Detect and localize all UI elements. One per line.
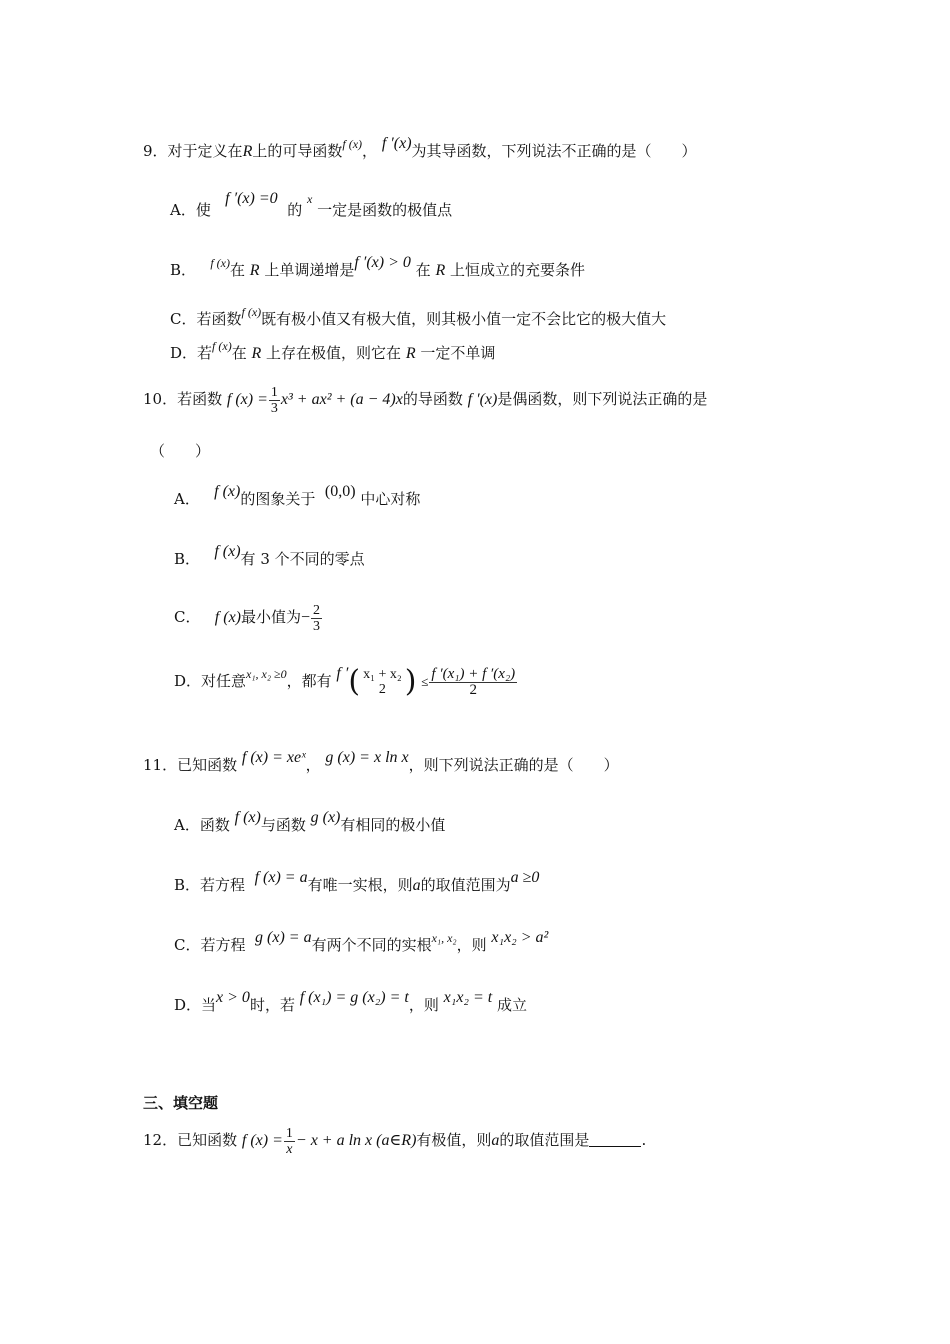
answer-blank[interactable] [589, 1132, 641, 1147]
q12-stem: 12．已知函数 f (x) = $\frac{1}{x}$ − x + a ln x (a∈R)有极值，则a的取值范围是 . [143, 1125, 647, 1157]
q10-option-a: A． f (x)的图象关于 (0,0) 中心对称 [174, 483, 421, 508]
q10-option-c: C． f (x)最小值为− $\frac{2}{3}$ [174, 602, 321, 634]
q10-paren: （ ） [150, 442, 211, 460]
q11-option-b: B．若方程 f (x) = a有唯一实根，则a的取值范围为a ≥0 [174, 869, 540, 894]
q10-option-b: B． f (x)有 3 个不同的零点 [174, 543, 365, 568]
q10-stem: 10．若函数 f (x) = $\frac{1}{3}$ x³ + ax² + (a − 4)x的导函数 f ′(x)是偶函数，则下列说法正确的是 [143, 384, 708, 416]
q9-option-a: A．使 f ′(x) =0 的 $^x$ 一定是函数的极值点 [170, 190, 453, 219]
fraction-two-thirds: $\frac{2}{3}$ [313, 602, 321, 634]
q9-option-c: C．若函数$^{f (x)}$既有极小值又有极大值，则其极小值一定不会比它的极大值大 [170, 305, 667, 328]
fraction-one-over-x: $\frac{1}{x}$ [285, 1125, 293, 1157]
q9-option-b: B． $^{f (x)}$在 R 上单调递增是f ′(x) > 0 在 R 上恒成立的充要条件 [170, 254, 586, 279]
q10-option-d: D．对任意$^{x_1, x_2 \ge 0}$，都有 f ′( x₁ + x₂ 2 ) ≤ $\frac{\text{f ′(x₁) + f ′(x₂)}}{2}$ [174, 664, 516, 699]
q11-option-c: C．若方程 g (x) = a有两个不同的实根$^{x_1, x_2}$，则 x₁x₂ > a² [174, 929, 549, 954]
fraction-x1-plus-x2-over-2: x₁ + x₂ 2 [363, 667, 402, 697]
q9-option-d: D．若$^{f (x)}$在 R 上存在极值，则它在 R 一定不单调 [170, 339, 496, 362]
q9-stem: 9．对于定义在R上的可导函数$^{f (x)}$， f ′(x)为其导函数，下列说法不正确的是（ ） [143, 135, 697, 160]
q11-stem: 11．已知函数 f (x) = xeˣ， g (x) = x ln x，则下列说法正确的是（ ） [143, 749, 619, 774]
fraction-average-derivative: $\frac{\text{f ′(x₁) + f ′(x₂)}}{2}$ [431, 665, 516, 698]
q11-option-a: A．函数 f (x)与函数 g (x)有相同的极小值 [174, 809, 446, 834]
fraction-one-third: $\frac{1}{3}$ [270, 384, 278, 416]
q11-option-d: D．当x > 0时，若 f (x₁) = g (x₂) = t，则 x₁x₂ = t 成立 [174, 989, 528, 1014]
section-heading: 三、填空题 [143, 1094, 219, 1112]
